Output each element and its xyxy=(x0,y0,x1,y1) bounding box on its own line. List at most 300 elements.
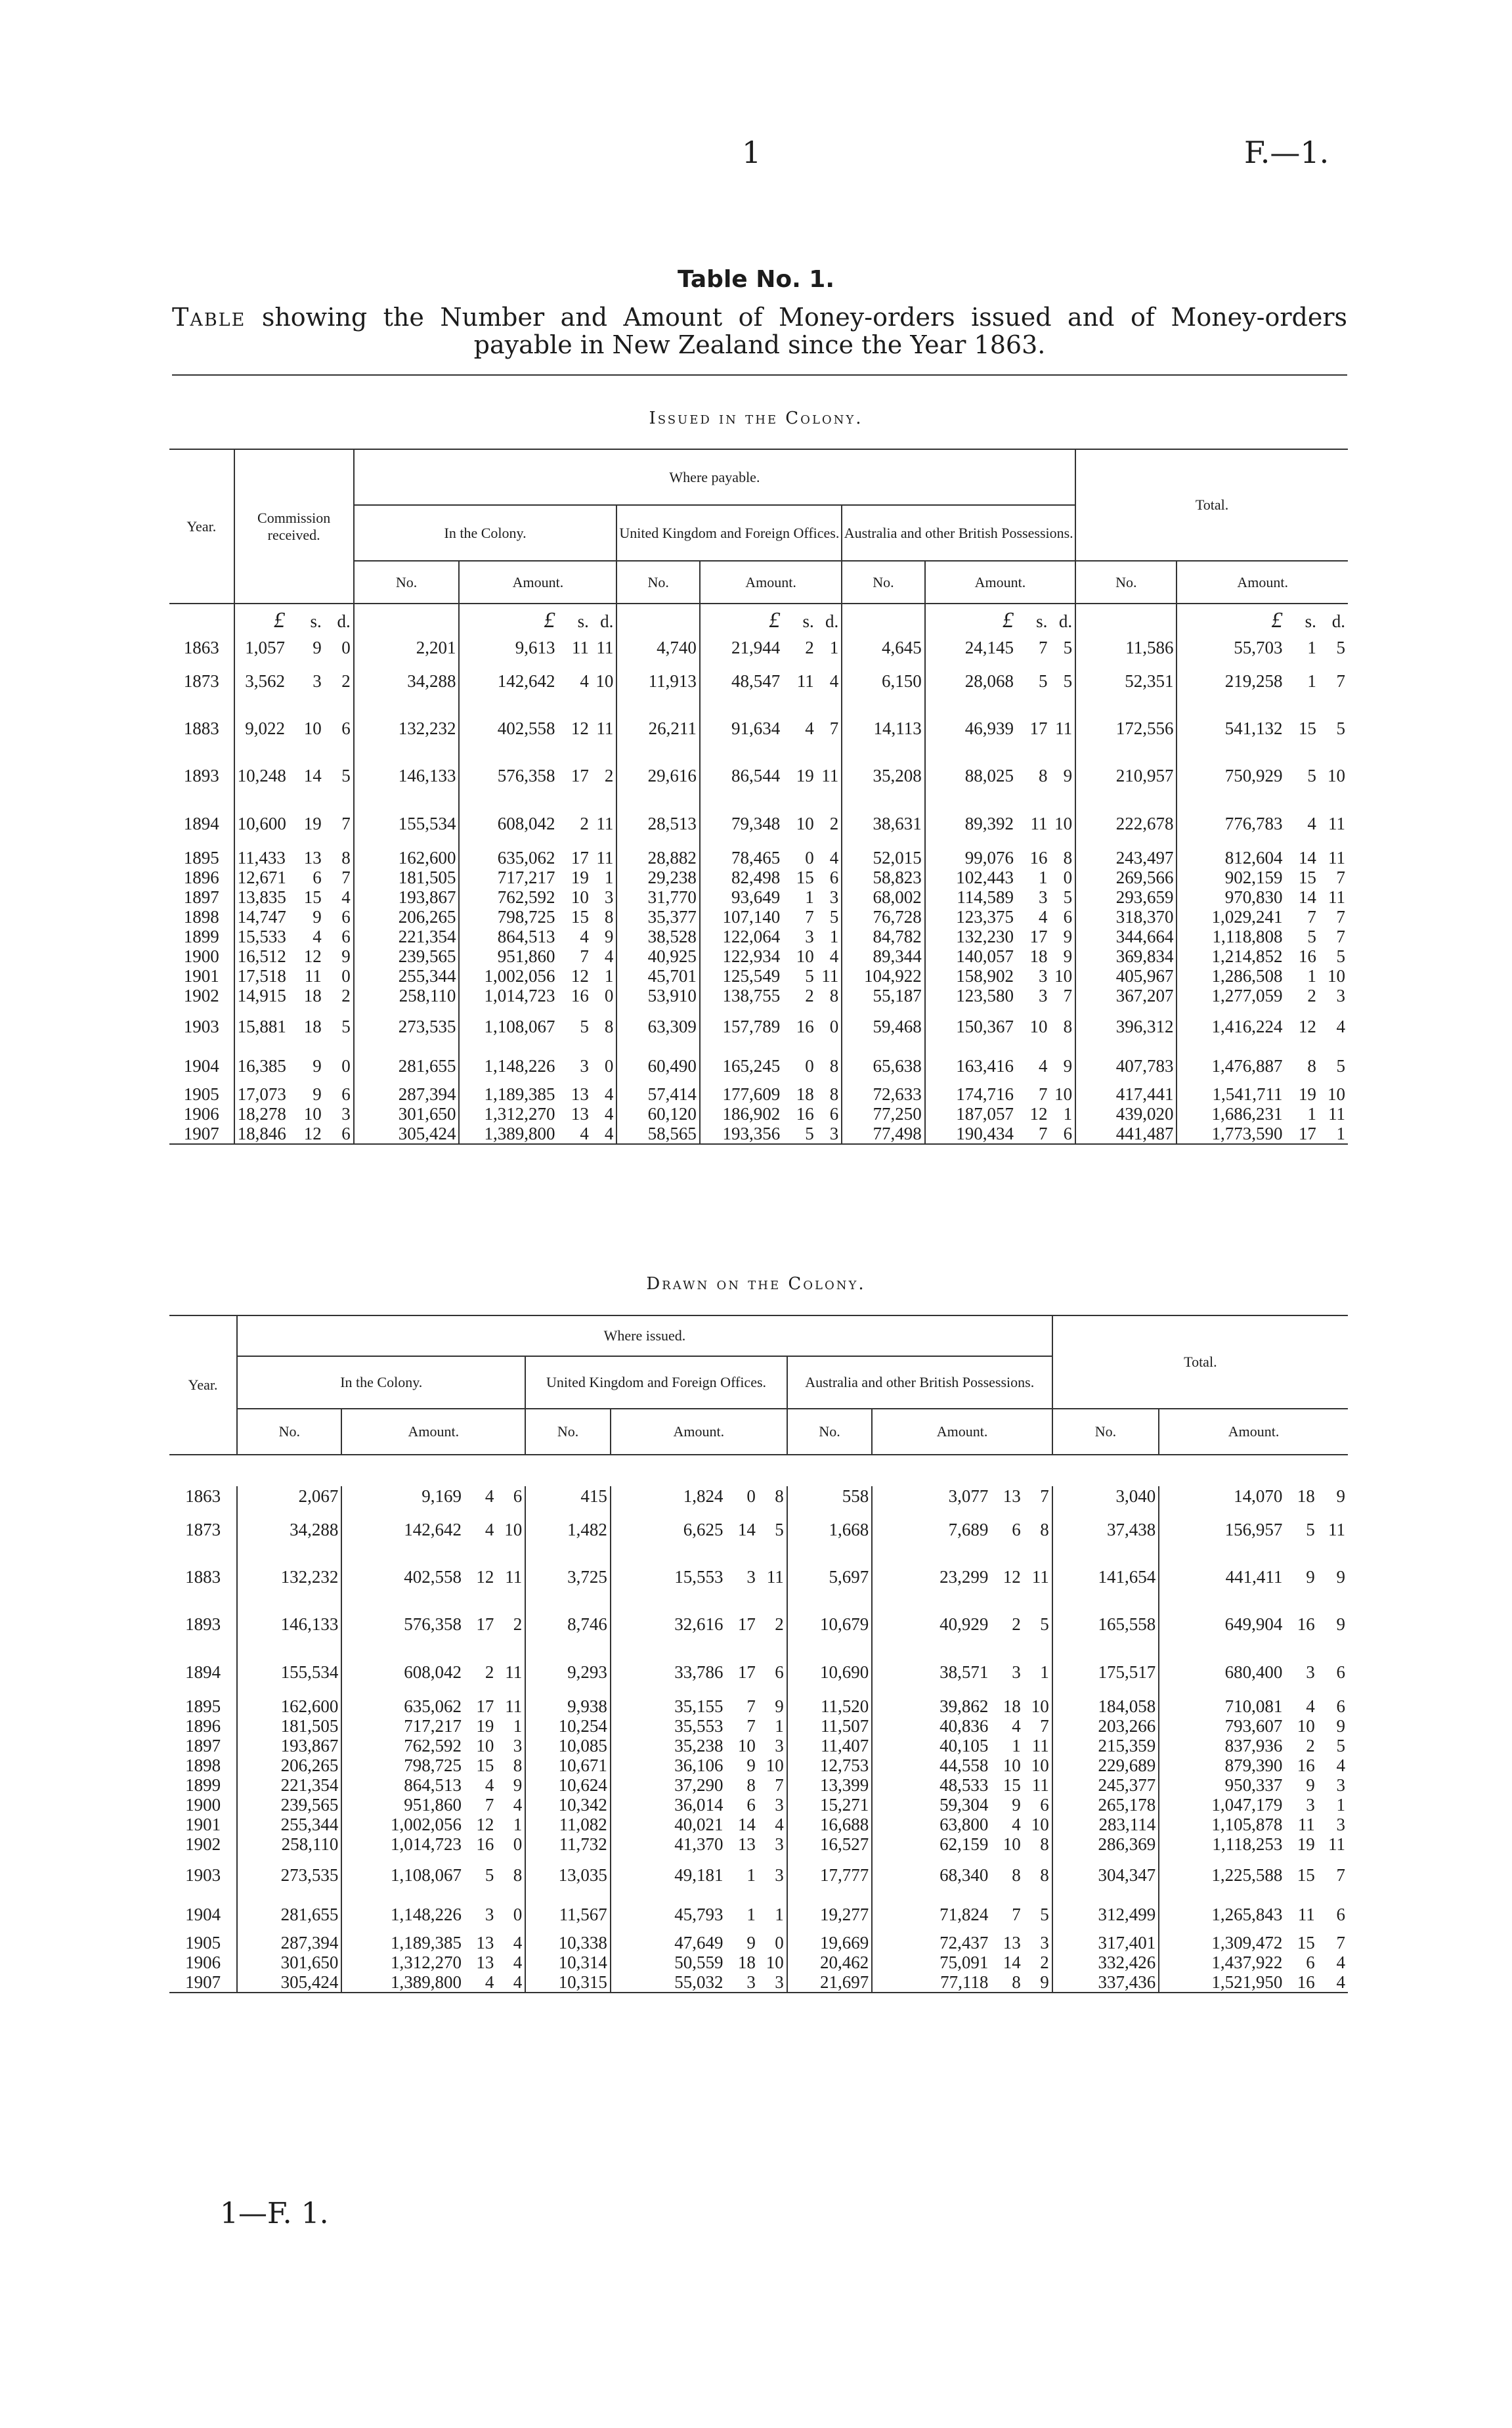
amount-pence: 7 xyxy=(817,705,842,752)
amount-pounds: 1,773,590 xyxy=(1177,1124,1285,1144)
amount-shillings: 2 xyxy=(1307,986,1316,1005)
table-row xyxy=(169,927,1348,946)
amount-pounds: 38,571 xyxy=(940,1662,989,1682)
amount-pence: 10 xyxy=(758,1953,787,1972)
australia-number: 65,638 xyxy=(842,1048,924,1084)
amount-pence: 4 xyxy=(1336,1953,1345,1972)
spacer xyxy=(758,1455,787,1486)
australia-number: 59,468 xyxy=(842,1005,924,1048)
amount-shillings: 17 xyxy=(1029,718,1048,738)
amount-shillings: 7 xyxy=(485,1795,494,1815)
drawn-section-title: Drawn on the Colony. xyxy=(646,1274,866,1294)
amount-pounds: 35,238 xyxy=(674,1736,724,1755)
amount-pounds: 1,521,950 xyxy=(1159,1972,1285,1993)
amount-pounds: 123,375 xyxy=(956,907,1014,927)
amount-pounds: 1,824 xyxy=(683,1486,724,1506)
amount-pounds: 156,957 xyxy=(1224,1520,1283,1539)
total-number: 37,438 xyxy=(1052,1506,1159,1553)
table-row xyxy=(169,1834,1348,1854)
amount-pounds: 36,014 xyxy=(674,1795,724,1815)
amount-pounds: 1,265,843 xyxy=(1211,1905,1283,1924)
header-no: No. xyxy=(525,1409,611,1455)
caption-rule xyxy=(172,374,1347,376)
amount-pence: 11 xyxy=(817,752,842,799)
header-no: No. xyxy=(1052,1409,1159,1455)
amount-pence: 6 xyxy=(324,927,354,946)
unit-shillings: s. xyxy=(1036,611,1048,631)
total-number: 344,664 xyxy=(1075,927,1177,946)
row-year: 1883 xyxy=(169,1553,237,1600)
amount-shillings: 8 xyxy=(1307,1056,1316,1076)
uk-number: 29,616 xyxy=(616,752,699,799)
amount-shillings: 7 xyxy=(805,907,814,927)
amount-shillings: 10 xyxy=(796,814,814,833)
amount-pounds: 62,159 xyxy=(940,1834,989,1854)
amount-pence: 4 xyxy=(496,1953,525,1972)
uk-number: 10,085 xyxy=(525,1736,611,1755)
amount-pounds: 951,860 xyxy=(404,1795,462,1815)
amount-pounds: 837,936 xyxy=(1224,1736,1283,1755)
amount-pounds: 40,105 xyxy=(940,1736,989,1755)
amount-pounds: 1,286,508 xyxy=(1211,966,1283,986)
total-number: 11,586 xyxy=(1075,638,1177,657)
amount-pence: 5 xyxy=(324,1005,354,1048)
amount-pence: 8 xyxy=(1050,1005,1075,1048)
amount-pence: 4 xyxy=(592,1084,617,1104)
amount-pounds: 102,443 xyxy=(956,868,1014,887)
amount-pounds: 140,057 xyxy=(956,946,1014,966)
header-in-colony: In the Colony. xyxy=(354,505,617,561)
amount-pence: 4 xyxy=(817,657,842,705)
amount-pence: 4 xyxy=(1336,1017,1345,1036)
amount-shillings: 14 xyxy=(737,1815,756,1834)
amount-shillings: 5 xyxy=(805,966,814,986)
amount-shillings: 12 xyxy=(288,1124,324,1144)
amount-pounds: 163,416 xyxy=(956,1056,1014,1076)
total-number: 203,266 xyxy=(1052,1716,1159,1736)
colony-number: 193,867 xyxy=(237,1736,341,1755)
amount-shillings: 19 xyxy=(571,868,589,887)
amount-pence: 11 xyxy=(758,1553,787,1600)
amount-pence: 8 xyxy=(817,986,842,1005)
amount-pounds: 21,944 xyxy=(731,638,781,657)
amount-pence: 1 xyxy=(758,1896,787,1933)
unit-pence: d. xyxy=(324,604,354,638)
australia-number: 38,631 xyxy=(842,799,924,848)
amount-pounds: 864,513 xyxy=(404,1775,462,1795)
amount-pounds: 59,304 xyxy=(940,1795,989,1815)
row-year: 1907 xyxy=(169,1972,237,1993)
amount-shillings: 8 xyxy=(1012,1865,1021,1885)
amount-pounds: 15,881 xyxy=(237,1017,286,1036)
header-no: No. xyxy=(237,1409,341,1455)
amount-pence: 1 xyxy=(592,966,617,986)
amount-pence: 4 xyxy=(817,946,842,966)
colony-number: 155,534 xyxy=(237,1648,341,1696)
amount-pence: 7 xyxy=(1336,868,1345,887)
amount-shillings: 14 xyxy=(1298,848,1316,868)
amount-pence: 6 xyxy=(496,1486,525,1506)
amount-shillings: 10 xyxy=(303,1104,322,1124)
amount-pence: 10 xyxy=(1050,966,1075,986)
australia-number: 68,002 xyxy=(842,887,924,907)
amount-pounds: 16,385 xyxy=(237,1056,286,1076)
amount-pounds: 1,189,385 xyxy=(484,1084,555,1104)
header-amount: Amount. xyxy=(1177,561,1348,604)
amount-shillings: 4 xyxy=(805,718,814,738)
amount-shillings: 4 xyxy=(485,1775,494,1795)
row-year: 1899 xyxy=(169,927,234,946)
amount-pounds: 93,649 xyxy=(731,887,781,907)
row-year: 1893 xyxy=(169,752,234,799)
australia-number: 1,668 xyxy=(787,1506,873,1553)
amount-pounds: 10,248 xyxy=(237,766,286,785)
amount-pence: 0 xyxy=(758,1933,787,1953)
amount-shillings: 10 xyxy=(1003,1834,1021,1854)
uk-number: 31,770 xyxy=(616,887,699,907)
amount-shillings: 3 xyxy=(746,1567,756,1587)
australia-number: 77,498 xyxy=(842,1124,924,1144)
spacer xyxy=(1285,1455,1317,1486)
amount-shillings: 1 xyxy=(1038,868,1048,887)
table-row xyxy=(169,1600,1348,1648)
total-number: 304,347 xyxy=(1052,1854,1159,1896)
amount-pounds: 187,057 xyxy=(956,1104,1014,1124)
australia-number: 52,015 xyxy=(842,848,924,868)
amount-pence: 2 xyxy=(758,1600,787,1648)
amount-pounds: 9,613 xyxy=(515,638,555,657)
amount-shillings: 16 xyxy=(476,1834,494,1854)
table-row xyxy=(169,966,1348,986)
uk-number: 10,254 xyxy=(525,1716,611,1736)
total-number: 439,020 xyxy=(1075,1104,1177,1124)
colony-number: 273,535 xyxy=(354,1005,460,1048)
colony-number: 305,424 xyxy=(354,1124,460,1144)
uk-number: 57,414 xyxy=(616,1084,699,1104)
amount-shillings: 14 xyxy=(303,766,322,785)
amount-shillings: 18 xyxy=(303,1017,322,1036)
amount-pounds: 762,592 xyxy=(497,887,555,907)
amount-pence: 1 xyxy=(1024,1648,1052,1696)
amount-pence: 11 xyxy=(496,1696,525,1716)
amount-shillings: 8 xyxy=(1038,766,1048,785)
table-row xyxy=(169,887,1348,907)
amount-pence: 3 xyxy=(1336,986,1345,1005)
amount-pence: 10 xyxy=(1050,799,1075,848)
amount-shillings: 11 xyxy=(571,638,589,657)
amount-pounds: 1,541,711 xyxy=(1212,1084,1283,1104)
amount-shillings: 11 xyxy=(304,966,322,986)
colony-number: 305,424 xyxy=(237,1972,341,1993)
amount-pence: 4 xyxy=(1318,1972,1348,1993)
amount-shillings: 12 xyxy=(1298,1017,1316,1036)
total-number: 286,369 xyxy=(1052,1834,1159,1854)
amount-pence: 2 xyxy=(496,1600,525,1648)
amount-pence: 11 xyxy=(592,638,617,657)
amount-pence: 11 xyxy=(592,705,617,752)
total-number: 222,678 xyxy=(1075,799,1177,848)
amount-pence: 9 xyxy=(592,927,617,946)
table-row xyxy=(169,638,1348,657)
table-row xyxy=(169,1124,1348,1144)
amount-pence: 11 xyxy=(1328,1104,1345,1124)
amount-pence: 3 xyxy=(758,1854,787,1896)
uk-number: 10,342 xyxy=(525,1795,611,1815)
amount-pence: 5 xyxy=(1336,1736,1345,1755)
amount-pounds: 1,002,056 xyxy=(390,1815,462,1834)
amount-pence: 7 xyxy=(324,799,354,848)
amount-shillings: 4 xyxy=(1038,1056,1048,1076)
amount-pence: 3 xyxy=(324,1104,354,1124)
spacer xyxy=(496,1455,525,1486)
amount-pounds: 39,862 xyxy=(940,1696,989,1716)
amount-pence: 1 xyxy=(1050,1104,1075,1124)
row-year: 1902 xyxy=(169,986,234,1005)
amount-pence: 9 xyxy=(324,946,354,966)
amount-pounds: 750,929 xyxy=(1224,766,1283,785)
total-number: 265,178 xyxy=(1052,1795,1159,1815)
amount-pounds: 1,118,253 xyxy=(1212,1834,1283,1854)
amount-pounds: 1,416,224 xyxy=(1211,1017,1283,1036)
amount-pence: 9 xyxy=(1336,1716,1345,1736)
amount-pence: 5 xyxy=(1336,638,1345,657)
amount-pence: 8 xyxy=(496,1755,525,1775)
amount-pence: 6 xyxy=(1024,1795,1052,1815)
amount-pence: 10 xyxy=(758,1755,787,1775)
australia-number: 11,507 xyxy=(787,1716,873,1736)
amount-pounds: 77,118 xyxy=(872,1972,991,1993)
colony-number: 221,354 xyxy=(354,927,460,946)
amount-pence: 8 xyxy=(1024,1834,1052,1854)
amount-pence: 0 xyxy=(496,1896,525,1933)
row-year: 1903 xyxy=(169,1854,237,1896)
table-row xyxy=(169,1486,1348,1506)
row-year: 1896 xyxy=(169,868,234,887)
australia-number: 13,399 xyxy=(787,1775,873,1795)
amount-pounds: 635,062 xyxy=(404,1696,462,1716)
row-year: 1898 xyxy=(169,907,234,927)
table-row xyxy=(169,1104,1348,1124)
uk-number: 11,913 xyxy=(616,657,699,705)
amount-pounds: 402,558 xyxy=(404,1567,462,1587)
table-row xyxy=(169,868,1348,887)
amount-shillings: 17 xyxy=(476,1696,494,1716)
amount-pence: 6 xyxy=(1336,1905,1345,1924)
amount-pounds: 950,337 xyxy=(1224,1775,1283,1795)
uk-number: 10,338 xyxy=(525,1933,611,1953)
amount-pence: 0 xyxy=(592,1048,617,1084)
uk-number: 28,513 xyxy=(616,799,699,848)
total-number: 318,370 xyxy=(1075,907,1177,927)
uk-number: 26,211 xyxy=(616,705,699,752)
amount-shillings: 3 xyxy=(725,1972,758,1993)
uk-number: 10,671 xyxy=(525,1755,611,1775)
table-row xyxy=(169,657,1348,705)
amount-pounds: 123,580 xyxy=(956,986,1014,1005)
header-amount: Amount. xyxy=(1159,1409,1348,1455)
amount-pounds: 9,022 xyxy=(245,718,285,738)
amount-shillings: 4 xyxy=(1306,1696,1315,1716)
table-row xyxy=(169,1736,1348,1755)
amount-pounds: 142,642 xyxy=(497,671,555,691)
amount-pence: 9 xyxy=(1336,1614,1345,1634)
uk-number: 11,567 xyxy=(525,1896,611,1933)
spacer xyxy=(725,1455,758,1486)
amount-pence: 10 xyxy=(1328,1084,1345,1104)
amount-shillings: 9 xyxy=(1306,1775,1315,1795)
amount-shillings: 10 xyxy=(1029,1017,1048,1036)
amount-pounds: 1,014,723 xyxy=(484,986,555,1005)
table-row xyxy=(169,752,1348,799)
colony-number: 287,394 xyxy=(237,1933,341,1953)
amount-pounds: 23,299 xyxy=(940,1567,989,1587)
amount-pounds: 114,589 xyxy=(957,887,1014,907)
amount-pence: 3 xyxy=(1024,1933,1052,1953)
amount-shillings: 9 xyxy=(746,1755,756,1775)
amount-shillings: 6 xyxy=(1012,1520,1021,1539)
table-row xyxy=(169,1716,1348,1736)
amount-shillings: 19 xyxy=(1297,1834,1315,1854)
australia-number: 15,271 xyxy=(787,1795,873,1815)
amount-pence: 7 xyxy=(1336,1933,1345,1953)
amount-shillings: 10 xyxy=(796,946,814,966)
header-amount: Amount. xyxy=(459,561,616,604)
amount-pounds: 18,846 xyxy=(234,1124,288,1144)
amount-shillings: 17 xyxy=(737,1662,756,1682)
amount-pounds: 44,558 xyxy=(940,1755,989,1775)
header-amount: Amount. xyxy=(925,561,1075,604)
total-number: 367,207 xyxy=(1075,986,1177,1005)
total-number: 172,556 xyxy=(1075,705,1177,752)
amount-shillings: 4 xyxy=(485,1520,494,1539)
unit-pence: d. xyxy=(592,604,617,638)
amount-pounds: 63,800 xyxy=(940,1815,989,1834)
amount-shillings: 10 xyxy=(571,887,589,907)
amount-pounds: 1,029,241 xyxy=(1211,907,1283,927)
colony-number: 221,354 xyxy=(237,1775,341,1795)
row-year: 1896 xyxy=(169,1716,237,1736)
amount-shillings: 2 xyxy=(580,814,589,833)
amount-pence: 6 xyxy=(817,868,842,887)
colony-number: 258,110 xyxy=(237,1834,341,1854)
australia-number: 55,187 xyxy=(842,986,924,1005)
amount-pence: 10 xyxy=(1328,966,1345,986)
amount-pence: 6 xyxy=(758,1648,787,1696)
total-number: 407,783 xyxy=(1075,1048,1177,1084)
amount-pence: 8 xyxy=(1024,1854,1052,1896)
row-year: 1895 xyxy=(169,848,234,868)
total-number: 293,659 xyxy=(1075,887,1177,907)
spacer xyxy=(991,1455,1023,1486)
table-row xyxy=(169,1933,1348,1953)
amount-pence: 2 xyxy=(592,752,617,799)
amount-pounds: 48,547 xyxy=(731,671,781,691)
amount-pounds: 157,789 xyxy=(722,1017,781,1036)
total-number: 52,351 xyxy=(1075,657,1177,705)
table-row xyxy=(169,1048,1348,1084)
amount-shillings: 5 xyxy=(1307,766,1316,785)
header-commission: Commission received. xyxy=(234,449,354,604)
uk-number: 40,925 xyxy=(616,946,699,966)
amount-pounds: 635,062 xyxy=(497,848,555,868)
unit-pence: d. xyxy=(1331,611,1345,631)
spacer xyxy=(341,1455,464,1486)
amount-pounds: 1,002,056 xyxy=(484,966,555,986)
amount-pounds: 89,392 xyxy=(964,814,1014,833)
table-row xyxy=(169,1084,1348,1104)
amount-shillings: 5 xyxy=(1306,1520,1315,1539)
amount-shillings: 5 xyxy=(580,1017,589,1036)
amount-pounds: 14,915 xyxy=(237,986,286,1005)
colony-number: 287,394 xyxy=(354,1084,460,1104)
amount-pence: 8 xyxy=(1050,848,1075,868)
colony-number: 34,288 xyxy=(237,1506,341,1553)
amount-pence: 0 xyxy=(592,986,617,1005)
amount-pounds: 122,064 xyxy=(722,927,781,946)
australia-number: 58,823 xyxy=(842,868,924,887)
amount-pounds: 1,108,067 xyxy=(390,1865,462,1885)
amount-pence: 3 xyxy=(817,887,842,907)
amount-pounds: 762,592 xyxy=(404,1736,462,1755)
uk-number: 13,035 xyxy=(525,1854,611,1896)
amount-shillings: 6 xyxy=(1306,1953,1315,1972)
amount-pounds: 16,512 xyxy=(237,946,286,966)
uk-number: 10,314 xyxy=(525,1953,611,1972)
amount-shillings: 13 xyxy=(476,1933,494,1953)
amount-shillings: 4 xyxy=(313,927,322,946)
drawn-table xyxy=(169,1315,1348,1993)
amount-shillings: 16 xyxy=(1297,1755,1315,1775)
header-no: No. xyxy=(616,561,699,604)
amount-shillings: 2 xyxy=(485,1662,494,1682)
spacer xyxy=(787,1455,873,1486)
amount-shillings: 13 xyxy=(303,848,322,868)
amount-pence: 2 xyxy=(817,799,842,848)
amount-pounds: 41,370 xyxy=(674,1834,724,1854)
unit-pound: £ xyxy=(1271,608,1283,632)
amount-shillings: 16 xyxy=(796,1104,814,1124)
colony-number: 301,650 xyxy=(237,1953,341,1972)
amount-pence: 10 xyxy=(496,1506,525,1553)
row-year: 1883 xyxy=(169,705,234,752)
amount-pounds: 142,642 xyxy=(404,1520,462,1539)
amount-shillings: 5 xyxy=(1307,927,1316,946)
amount-pounds: 35,155 xyxy=(674,1696,724,1716)
page-signature: 1—F. 1. xyxy=(220,2197,329,2230)
header-no: No. xyxy=(1075,561,1177,604)
amount-pence: 11 xyxy=(1328,848,1345,868)
australia-number: 6,150 xyxy=(842,657,924,705)
total-number: 184,058 xyxy=(1052,1696,1159,1716)
amount-pounds: 10,600 xyxy=(237,814,286,833)
amount-pounds: 1,189,385 xyxy=(390,1933,462,1953)
amount-pence: 11 xyxy=(1328,1834,1345,1854)
amount-pence: 8 xyxy=(496,1854,525,1896)
amount-pence: 5 xyxy=(817,907,842,927)
australia-number: 89,344 xyxy=(842,946,924,966)
uk-number: 28,882 xyxy=(616,848,699,868)
table-title: Table No. 1. xyxy=(677,266,835,293)
amount-shillings: 15 xyxy=(1298,718,1316,738)
amount-shillings: 16 xyxy=(1029,848,1048,868)
total-number: 369,834 xyxy=(1075,946,1177,966)
amount-pounds: 165,245 xyxy=(722,1056,781,1076)
amount-pounds: 24,145 xyxy=(964,638,1014,657)
amount-pounds: 14,747 xyxy=(237,907,286,927)
colony-number: 255,344 xyxy=(354,966,460,986)
amount-shillings: 3 xyxy=(1038,966,1048,986)
amount-pounds: 1,105,878 xyxy=(1211,1815,1283,1834)
